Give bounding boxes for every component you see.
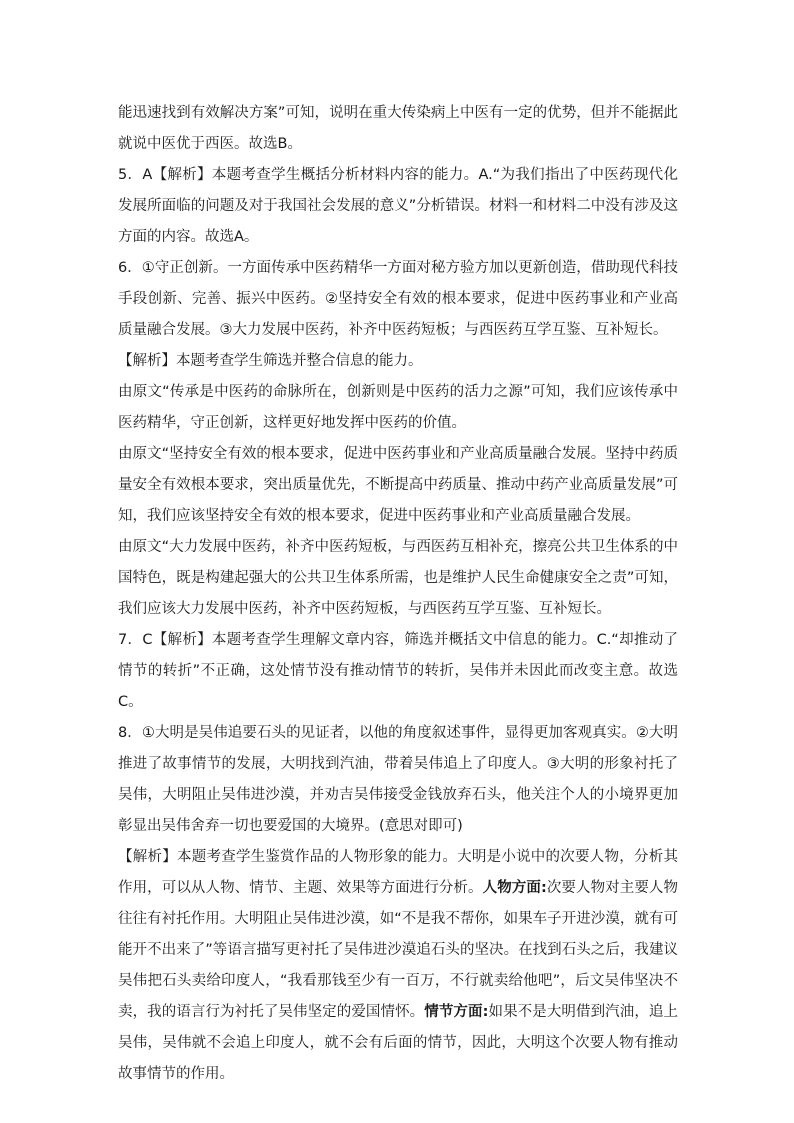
paragraph-q5: 5．A【解析】本题考查学生概括分析材料内容的能力。A.“为我们指出了中医药现代化发展所面临的问题及对于我国社会发展的意义”分析错误。材料一和材料二中没有涉及这方面的内容。故选A。 (118, 167, 678, 245)
paragraph-q6-answer: 6．①守正创新。一方面传承中医药精华一方面对秘方验方加以更新创造，借助现代科技手段创新、完善、振兴中医药。②坚持安全有效的根本要求，促进中医药事业和产业高质量融合发展。③大力发展中医药，补齐中医药短板；与西医药互学互鉴、互补短长。 (118, 260, 678, 338)
answer-text-body (118, 98, 678, 1090)
paragraph-q6-point2: 由原文“坚持安全有效的根本要求，促进中医药事业和产业高质量融合发展。坚持中药质量安全有效根本要求，突出质量优先，不断提高中药质量、推动中药产业高质量发展”可知，我们应该坚持安全有效的根本要求，促进中医药事业和产业高质量融合发展。 (118, 446, 678, 524)
plot-aspect-heading: 情节方面: (424, 1004, 489, 1020)
paragraph-q6-analysis: 【解析】本题考查学生筛选并整合信息的能力。 (118, 353, 423, 369)
analysis-intro: 【解析】本题考查学生鉴赏作品的人物形象的能力。大明是小说中的次要人物，分析其作用，可以从人物、情节、主题、效果等方面进行分析。 (118, 849, 678, 896)
paragraph-q6-point3: 由原文“大力发展中医药，补齐中医药短板，与西医药互相补充，擦亮公共卫生体系的中国特色，既是构建起强大的公共卫生体系所需，也是维护人民生命健康安全之责”可知，我们应该大力发展中医药，补齐中医药短板，与西医药互学互鉴、互补短长。 (118, 539, 678, 617)
character-aspect-text: 次要人物对主要人物往往有衬托作用。大明阻止吴伟进沙漠，如“不是我不帮你，如果车子开进沙漠，就有可能开不出来了”等语言描写更衬托了吴伟进沙漠追石头的坚决。在找到石头之后，我建议吴伟把石头卖给印度人，“我看那钱至少有一百万，不行就卖给他吧”，后文吴伟坚决不卖，我的语言行为衬托了吴伟坚定的爱国情怀。 (118, 880, 679, 1020)
paragraph-q7: 7．C【解析】本题考查学生理解文章内容，筛选并概括文中信息的能力。C.“却推动了情节的转折”不正确，这处情节没有推动情节的转折，吴伟并未因此而改变主意。故选C。 (118, 632, 678, 710)
paragraph-q8-answer: 8．①大明是吴伟追要石头的见证者，以他的角度叙述事件，显得更加客观真实。②大明推进了故事情节的发展，大明找到汽油，带着吴伟追上了印度人。③大明的形象衬托了吴伟，大明阻止吴伟进沙漠，并劝吉吴伟接受金钱放弃石头，他关注个人的小境界更加彰显出吴伟舍弃一切也要爱国的大境界。(意思对即可) (118, 725, 678, 834)
plot-aspect-text: 如果不是大明借到汽油，追上吴伟，吴伟就不会追上印度人，就不会有后面的情节，因此，大明这个次要人物有推动故事情节的作用。 (118, 1004, 678, 1082)
paragraph-q6-point1: 由原文“传承是中医药的命脉所在，创新则是中医药的活力之源”可知，我们应该传承中医药精华，守正创新，这样更好地发挥中医药的价值。 (118, 384, 678, 431)
character-aspect-heading: 人物方面: (482, 880, 547, 896)
paragraph-q8-analysis (118, 842, 678, 1090)
paragraph-q4-end: 能迅速找到有效解决方案”可知，说明在重大传染病上中医有一定的优势，但并不能据此就说中医优于西医。故选B。 (118, 105, 678, 152)
